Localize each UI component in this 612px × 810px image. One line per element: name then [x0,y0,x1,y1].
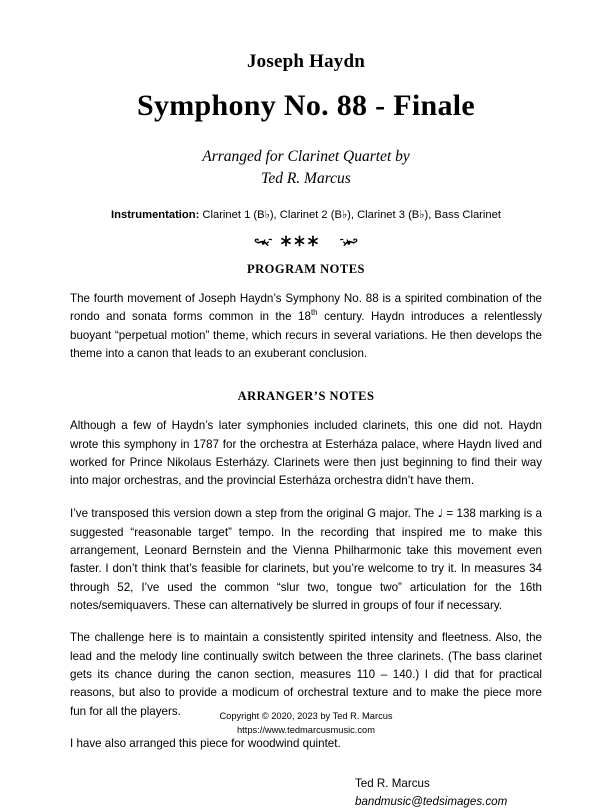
ornament-divider [0,223,612,251]
arrangers-notes-paragraph-1: Although a few of Haydn’s later symphonies included clarinets, this one did not. Haydn wrote this symphony in 1787 for the orchestra at Esterháza palace, where Haydn lived and worked for Prince Nikolaus Esterházy. Clarinets were then just beginning to find their way into major orchestras, and the provincial Esterháza orchestra didn’t have them. [70,419,542,488]
flat-symbol-icon: ♭ [341,208,348,222]
program-notes-paragraph [70,277,542,363]
instrumentation-value-3: ), Clarinet 3 (B [347,209,420,222]
ordinal-superscript: th [310,308,318,318]
signature-email[interactable]: bandmusic@tedsimages.com [355,794,508,808]
copyright-line: Copyright © 2020, 2023 by Ted R. Marcus [219,711,393,721]
arrangers-notes-paragraph-3: The challenge here is to maintain a consistently spirited intensity and fleetness. Also, the lead and the melody line continually switch between the three clarinets. (The bass clarinet gets its chance during the canon section, measures 110 – 140.) I did that for practical reasons, but also to provide a modicum of orchestral texture and to make the piece more fun for all the players. [70,631,542,718]
program-notes-text-part-1: The fourth movement of Joseph Haydn’s Symphony No. 88 is a spirited combination of the rondo and sonata forms common in the 18 [70,291,542,324]
instrumentation-label: Instrumentation: [111,209,200,222]
program-notes-body [0,277,612,363]
composer-name: Joseph Haydn [246,51,366,72]
website-line[interactable]: https://www.tedmarcusmusic.com [237,725,375,736]
instrumentation-value-2: ), Clarinet 2 (B [269,209,342,222]
arrangers-notes-text-part-2: = 138 marking is a suggested “reasonable target” tempo. In the recording that inspired me to make this arrangement, Leonard Bernstein and the Vienna Philharmonic take this movement even faster. I don’t think that’s feasible for clarinets, but you’re welcome to try it. In measures 34 through 52, I’ve used the common “slur two, tongue two” articulation for the 16th notes/semiquavers. These can alternatively be slurred in groups of four if necessary. [70,507,542,613]
arrangers-notes-paragraph-2 [70,490,542,615]
flat-symbol-icon: ♭ [264,208,270,222]
page-footer [0,709,612,737]
instrumentation-line [0,190,612,223]
fleuron-asterisks-icon [253,233,359,249]
arranged-for-line: Arranged for Clarinet Quartet by [202,148,410,166]
instrumentation-value-4: ), Bass Clarinet [424,209,501,222]
page-title: Symphony No. 88 - Finale [136,88,476,122]
instrumentation-value-1: Clarinet 1 (B [199,209,265,222]
signature-block [0,753,612,810]
program-notes-text-part-2: century. Haydn introduces a relentlessly buoyant “perpetual motion” theme, which recurs in several variations. He then develops the theme into a canon that leads to an exuberant conclusion. [70,310,542,360]
arranger-name-line: Ted R. Marcus [261,170,351,188]
program-notes-heading: PROGRAM NOTES [247,261,365,276]
arrangers-notes-text-part-1: I’ve transposed this version down a step from the original G major. The [70,507,438,521]
arrangement-subtitle [0,123,612,190]
flat-symbol-icon: ♭ [419,208,425,222]
arrangers-notes-body [0,404,612,753]
signature-name: Ted R. Marcus [355,777,430,791]
arrangers-notes-paragraph-4: I have also arranged this piece for woodwind quintet. [70,736,341,750]
quarter-note-icon: ♩ [437,506,444,521]
arrangers-notes-heading: ARRANGER’S NOTES [237,389,375,404]
